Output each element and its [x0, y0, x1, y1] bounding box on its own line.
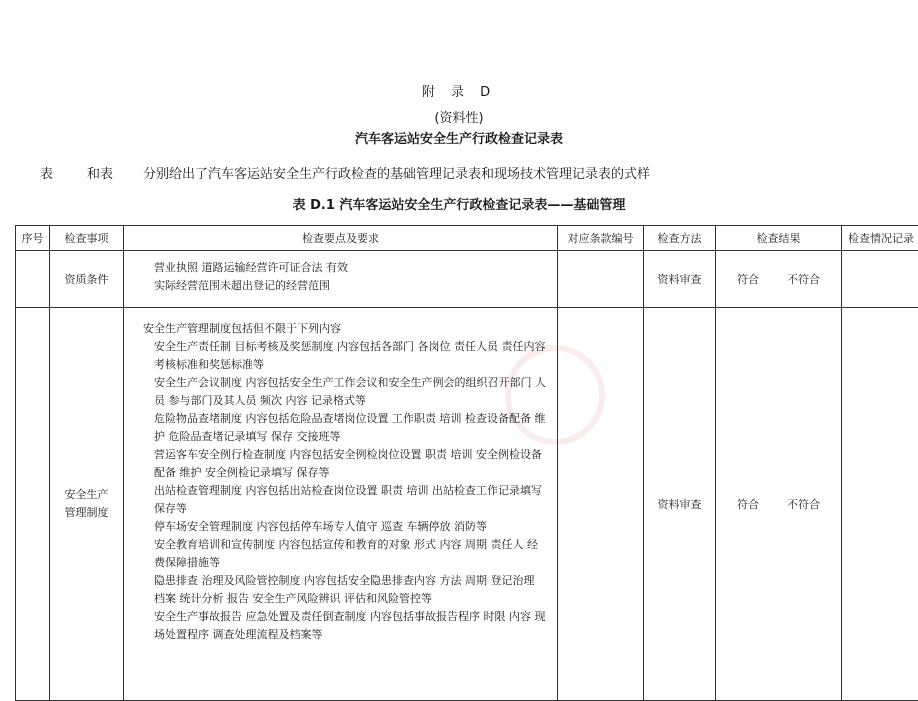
result-fail-option: 不符合: [787, 496, 820, 512]
requirement-line: 安全教育培训和宣传制度 内容包括宣传和教育的对象 形式 内容 周期 责任人 经费保障措施等: [132, 536, 547, 572]
cell-clause: [558, 251, 644, 308]
header-result: 检查结果: [716, 226, 842, 251]
header-no: 序号: [16, 226, 50, 251]
table-row: [16, 251, 918, 308]
cell-requirements: [124, 308, 558, 701]
intro-part-2: 和表: [87, 163, 113, 182]
cell-result: [716, 251, 842, 308]
appendix-note: (资料性): [0, 107, 918, 126]
cell-item: 资质条件: [50, 251, 124, 308]
cell-method: 资料审查: [644, 308, 716, 701]
appendix-heading: 附 录 D: [0, 81, 918, 100]
requirement-line: 营运客车安全例行检查制度 内容包括安全例检岗位设置 职责 培训 安全例检设备配备 维护 安全例检记录填写 保存等: [132, 446, 547, 482]
result-pass-option: 符合: [737, 271, 759, 287]
header-clause: 对应条款编号: [558, 226, 644, 251]
cell-item: 安全生产管理制度: [50, 308, 124, 701]
requirement-line: 安全生产事故报告 应急处置及责任倒查制度 内容包括事故报告程序 时限 内容 现场处置程序 调查处理流程及档案等: [132, 608, 547, 644]
header-record: 检查情况记录: [842, 226, 918, 251]
table-caption: 表 D.1 汽车客运站安全生产行政检查记录表——基础管理: [0, 194, 918, 213]
requirement-line: 安全生产责任制 目标考核及奖惩制度 内容包括各部门 各岗位 责任人员 责任内容 考核标准和奖惩标准等: [132, 338, 547, 374]
requirement-line: 安全生产管理制度包括但不限于下列内容: [132, 320, 547, 338]
cell-no: [16, 308, 50, 701]
cell-record: [842, 251, 918, 308]
header-requirements: 检查要点及要求: [124, 226, 558, 251]
table-row: [16, 308, 918, 701]
result-pass-option: 符合: [737, 496, 759, 512]
appendix-title: 汽车客运站安全生产行政检查记录表: [0, 128, 918, 147]
cell-requirements: [124, 251, 558, 308]
requirement-line: 安全生产会议制度 内容包括安全生产工作会议和安全生产例会的组织召开部门 人员 参与部门及其人员 频次 内容 记录格式等: [132, 374, 547, 410]
cell-record: [842, 308, 918, 701]
inspection-table: [15, 225, 918, 701]
intro-part-1: 表: [40, 163, 53, 182]
header-item: 检查事项: [50, 226, 124, 251]
table-header-row: [16, 226, 918, 251]
result-fail-option: 不符合: [787, 271, 820, 287]
cell-no: [16, 251, 50, 308]
cell-clause: [558, 308, 644, 701]
header-method: 检查方法: [644, 226, 716, 251]
requirement-line: 出站检查管理制度 内容包括出站检查岗位设置 职责 培训 出站检查工作记录填写 保存等: [132, 482, 547, 518]
cell-method: 资料审查: [644, 251, 716, 308]
intro-part-3: 分别给出了汽车客运站安全生产行政检查的基础管理记录表和现场技术管理记录表的式样: [143, 163, 650, 182]
requirement-line: 实际经营范围未超出登记的经营范围: [132, 277, 547, 295]
cell-result: [716, 308, 842, 701]
requirement-line: 停车场安全管理制度 内容包括停车场专人值守 巡查 车辆停放 消防等: [132, 518, 547, 536]
requirement-line: 危险物品查堵制度 内容包括危险品查堵岗位设置 工作职责 培训 检查设备配备 维护 危险品查堵记录填写 保存 交接班等: [132, 410, 547, 446]
requirement-line: 营业执照 道路运输经营许可证合法 有效: [132, 259, 547, 277]
requirement-line: 隐患排查 治理及风险管控制度 内容包括安全隐患排查内容 方法 周期 登记治理 档案 统计分析 报告 安全生产风险辨识 评估和风险管控等: [132, 572, 547, 608]
